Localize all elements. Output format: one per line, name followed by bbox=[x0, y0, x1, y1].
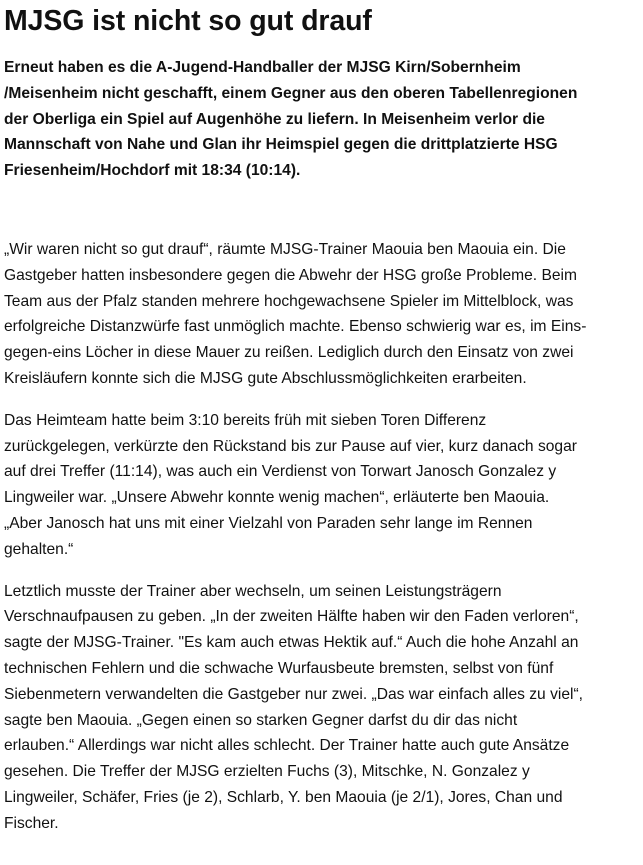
paragraph-line: „Aber Janosch hat uns mit einer Vielzahl von Paraden sehr lange im Rennen bbox=[4, 514, 533, 532]
paragraph-line: gegen-eins Löcher in diese Mauer zu reißen. Lediglich durch den Einsatz von zwei bbox=[4, 344, 574, 362]
lead-line: Erneut haben es die A-Jugend-Handballer der MJSG Kirn/Sobernheim bbox=[4, 59, 521, 76]
paragraph-line: Letztlich musste der Trainer aber wechseln, um seinen Leistungsträgern bbox=[4, 582, 502, 600]
lead-line: Friesenheim/Hochdorf mit 18:34 (10:14). bbox=[4, 162, 301, 180]
paragraph-line: Kreisläufern konnte sich die MJSG gute Abschlussmöglichkeiten erarbeiten. bbox=[4, 369, 527, 387]
lead-line: der Oberliga ein Spiel auf Augenhöhe zu liefern. In Meisenheim verlor die bbox=[4, 110, 545, 128]
paragraph-line: „Wir waren nicht so gut drauf“, räumte MJSG-Trainer Maouia ben Maouia ein. Die bbox=[4, 240, 566, 258]
body-paragraph-2 bbox=[4, 408, 636, 563]
paragraph-line: Gastgeber hatten insbesondere gegen die Abwehr der HSG große Probleme. Beim bbox=[4, 266, 577, 284]
article-headline: MJSG ist nicht so gut drauf bbox=[4, 5, 372, 37]
paragraph-line: Das Heimteam hatte beim 3:10 bereits früh mit sieben Toren Differenz bbox=[4, 411, 487, 429]
paragraph-line: Lingweiler war. „Unsere Abwehr konnte wenig machen“, erläuterte ben Maouia. bbox=[4, 489, 550, 507]
paragraph-line: zurückgelegen, verkürzte den Rückstand bis zur Pause auf vier, kurz danach sogar bbox=[4, 437, 577, 455]
lead-line: Mannschaft von Nahe und Glan ihr Heimspiel gegen die drittplatzierte HSG bbox=[4, 136, 558, 154]
paragraph-line: Team aus der Pfalz standen mehrere hochgewachsene Spieler im Mittelblock, was bbox=[4, 292, 574, 310]
paragraph-line: gesehen. Die Treffer der MJSG erzielten Fuchs (3), Mitschke, N. Gonzalez y bbox=[4, 763, 530, 781]
body-paragraph-3 bbox=[4, 579, 636, 837]
paragraph-line: sagte ben Maouia. „Gegen einen so starken Gegner darfst du dir das nicht bbox=[4, 711, 518, 729]
lead-line: /Meisenheim nicht geschafft, einem Gegner aus den oberen Tabellenregionen bbox=[4, 84, 578, 102]
article bbox=[4, 0, 636, 837]
paragraph-line: gehalten.“ bbox=[4, 540, 74, 558]
paragraph-line: erfolgreiche Distanzwürfe fast unmöglich machte. Ebenso schwierig war es, im Eins- bbox=[4, 318, 587, 336]
paragraph-line: Fischer. bbox=[4, 814, 59, 832]
paragraph-line: auf drei Treffer (11:14), was auch ein Verdienst von Torwart Janosch Gonzalez y bbox=[4, 463, 557, 481]
article-body bbox=[4, 237, 636, 837]
paragraph-line: Verschnaufpausen zu geben. „In der zweiten Hälfte haben wir den Faden verloren“, bbox=[4, 608, 579, 626]
paragraph-line: Siebenmetern verwandelten die Gastgeber nur zwei. „Das war einfach alles zu viel“, bbox=[4, 685, 583, 703]
paragraph-line: erlauben.“ Allerdings war nicht alles schlecht. Der Trainer hatte auch gute Ansätze bbox=[4, 737, 570, 755]
paragraph-line: sagte der MJSG-Trainer. "Es kam auch etwas Hektik auf.“ Auch die hohe Anzahl an bbox=[4, 634, 579, 652]
paragraph-line: technischen Fehlern und die schwache Wurfausbeute bremsten, selbst von fünf bbox=[4, 659, 554, 677]
paragraph-line: Lingweiler, Schäfer, Fries (je 2), Schlarb, Y. ben Maouia (je 2/1), Jores, Chan und bbox=[4, 788, 563, 806]
article-lead bbox=[4, 55, 636, 184]
body-paragraph-1 bbox=[4, 237, 636, 392]
